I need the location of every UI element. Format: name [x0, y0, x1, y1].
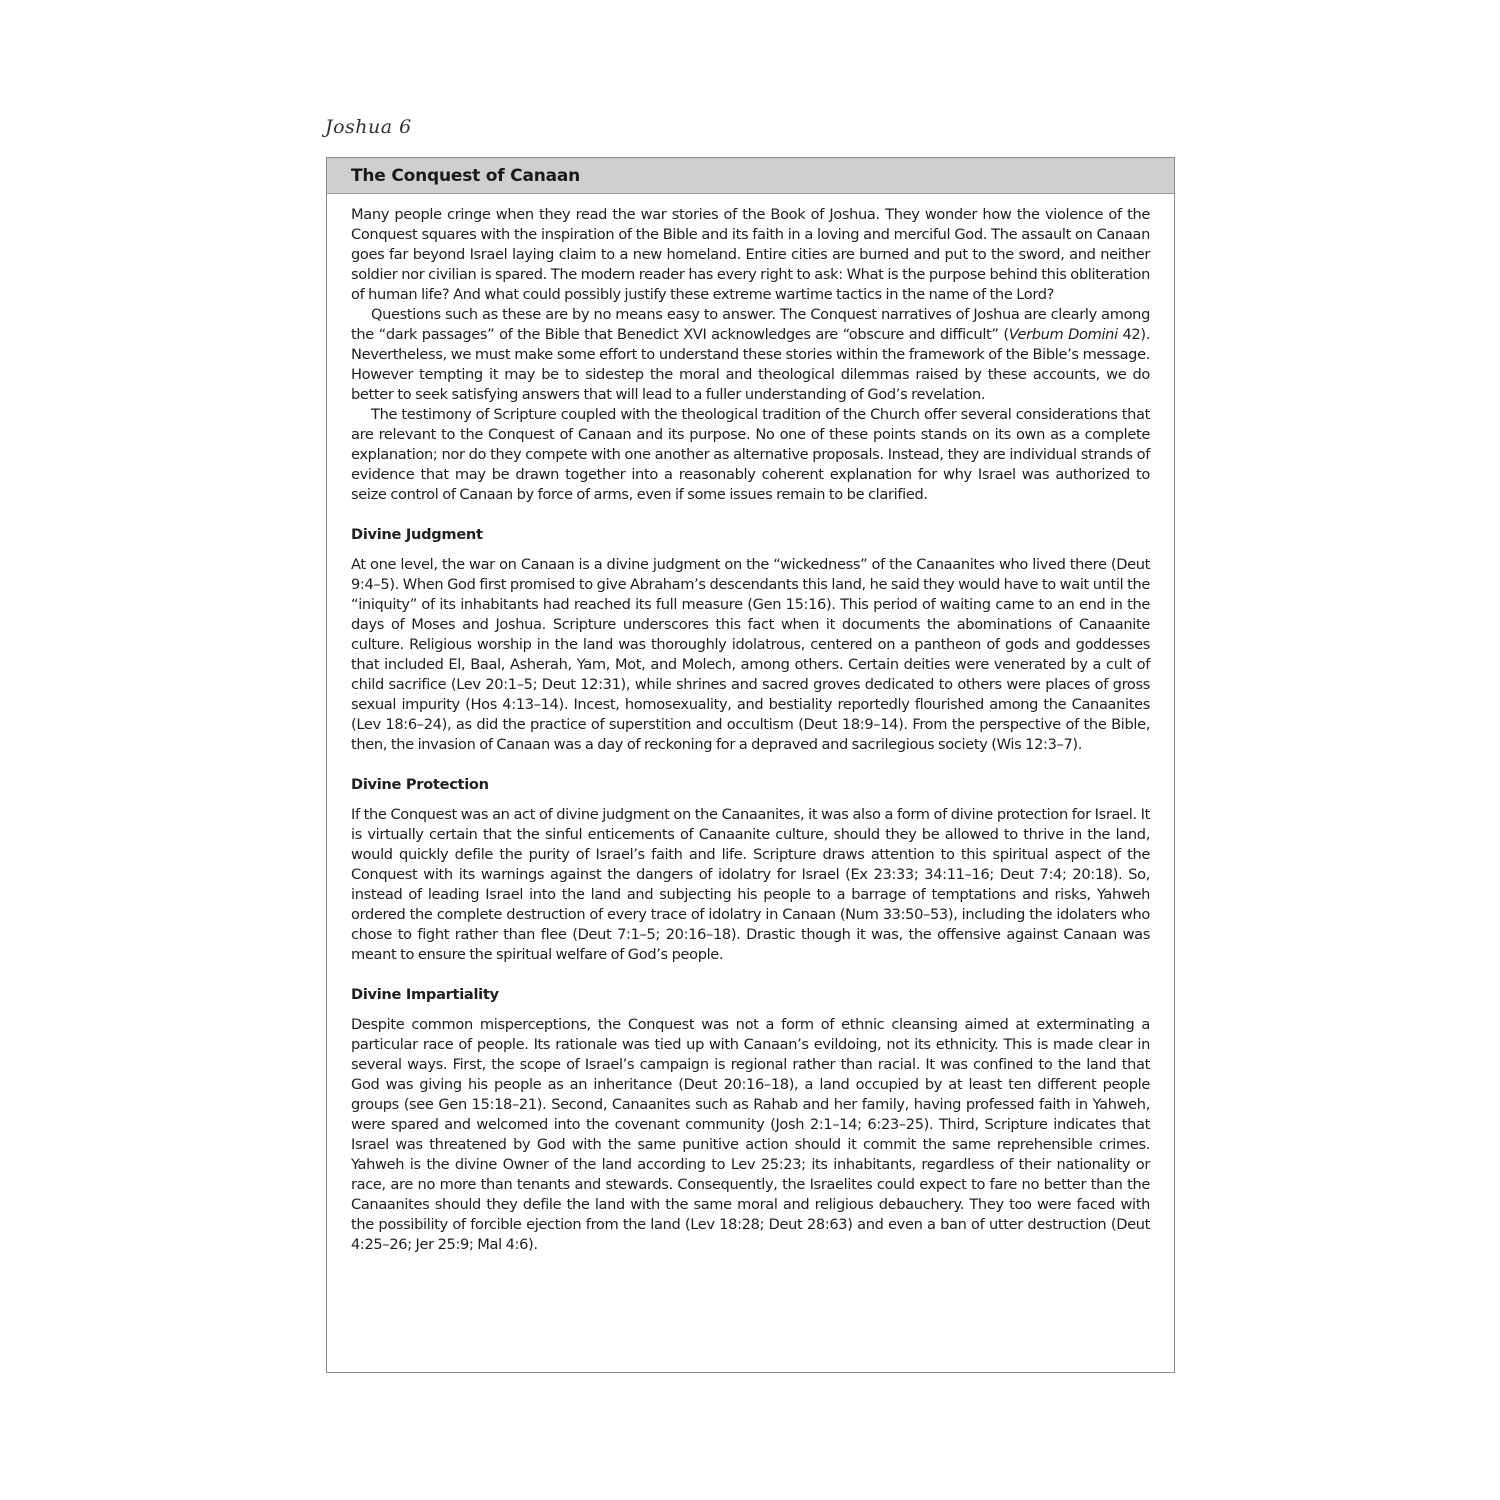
- intro-paragraph-2-text-a: Questions such as these are by no means easy to answer. The Conquest narratives of Joshua are clearly among the “dark passages” of the Bible that Benedict XVI acknowledges are “obscure and difficult” (: [351, 306, 1150, 343]
- sidebar-body: [327, 194, 1174, 1255]
- section-text-divine-protection: If the Conquest was an act of divine judgment on the Canaanites, it was also a form of divine protection for Israel. It is virtually certain that the sinful enticements of Canaanite culture, should they be allowed to thrive in the land, would quickly defile the purity of Israel’s faith and life. Scripture draws attention to this spiritual aspect of the Conquest with its warnings against the dangers of idolatry for Israel (Ex 23:33; 34:11–16; Deut 7:4; 20:18). So, instead of leading Israel into the land and subjecting his people to a barrage of temptations and risks, Yahweh ordered the complete destruction of every trace of idolatry in Canaan (Num 33:50–53), including the idolaters who chose to fight rather than flee (Deut 7:1–5; 20:16–18). Drastic though it was, the offensive against Canaan was meant to ensure the spiritual welfare of God’s people.: [351, 806, 1150, 963]
- section-text-divine-judgment: At one level, the war on Canaan is a divine judgment on the “wickedness” of the Canaanites who lived there (Deut 9:4–5). When God first promised to give Abraham’s descendants this land, he said they would have to wait until the “iniquity” of its inhabitants had reached its full measure (Gen 15:16). This period of waiting came to an end in the days of Moses and Joshua. Scripture underscores this fact when it documents the abominations of Canaanite culture. Religious worship in the land was thoroughly idolatrous, centered on a pantheon of gods and goddesses that included El, Baal, Asherah, Yam, Mot, and Molech, among others. Certain deities were venerated by a cult of child sacrifice (Lev 20:1–5; Deut 12:31), while shrines and sacred groves dedicated to others were places of gross sexual impurity (Hos 4:13–14). Incest, homosexuality, and bestiality reportedly flourished among the Canaanites (Lev 18:6–24), as did the practice of superstition and occultism (Deut 18:9–14). From the perspective of the Bible, then, the invasion of Canaan was a day of reckoning for a depraved and sacrilegious society (Wis 12:3–7).: [351, 556, 1150, 753]
- intro-paragraph-3: The testimony of Scripture coupled with the theological tradition of the Church offer several considerations that are relevant to the Conquest of Canaan and its purpose. No one of these points stands on its own as a complete explanation; nor do they compete with one another as alternative proposals. Instead, they are individual strands of evidence that may be drawn together into a reasonably coherent explanation for why Israel was authorized to seize control of Canaan by force of arms, even if some issues remain to be clarified.: [351, 406, 1150, 503]
- sidebar-title: The Conquest of Canaan: [351, 165, 581, 186]
- section-heading-divine-judgment: Divine Judgment: [351, 526, 483, 543]
- sidebar-header: [327, 158, 1174, 194]
- section-text-divine-impartiality: Despite common misperceptions, the Conquest was not a form of ethnic cleansing aimed at exterminating a particular race of people. Its rationale was tied up with Canaan’s evildoing, not its ethnicity. This is made clear in several ways. First, the scope of Israel’s campaign is regional rather than racial. It was confined to the land that God was giving his people as an inheritance (Deut 20:16–18), a land occupied by at least ten different people groups (see Gen 15:18–21). Second, Canaanites such as Rahab and her family, having professed faith in Yahweh, were spared and welcomed into the covenant community (Josh 2:1–14; 6:23–25). Third, Scripture indicates that Israel was threatened by God with the same punitive action should it commit the same reprehensible crimes. Yahweh is the divine Owner of the land according to Lev 25:23; its inhabitants, regardless of their nationality or race, are no more than tenants and stewards. Consequently, the Israelites could expect to fare no better than the Canaanites should they defile the land with the same moral and religious debauchery. They too were faced with the possibility of forcible ejection from the land (Lev 18:28; Deut 28:63) and even a ban of utter destruction (Deut 4:25–26; Jer 25:9; Mal 4:6).: [351, 1016, 1150, 1253]
- running-head: Joshua 6: [325, 116, 412, 138]
- intro-paragraph-2-text-b: 42). Nevertheless, we must make some effort to understand these stories within the framework of the Bible’s message. However tempting it may be to sidestep the moral and theological dilemmas raised by these accounts, we do better to seek satisfying answers that will lead to a fuller understanding of God’s revelation.: [351, 326, 1150, 403]
- intro-paragraph-1: Many people cringe when they read the war stories of the Book of Joshua. They wonder how the violence of the Conquest squares with the inspiration of the Bible and its faith in a loving and merciful God. The assault on Canaan goes far beyond Israel laying claim to a new homeland. Entire cities are burned and put to the sword, and neither soldier nor civilian is spared. The modern reader has every right to ask: What is the purpose behind this obliteration of human life? And what could possibly justify these extreme wartime tactics in the name of the Lord?: [351, 206, 1150, 303]
- intro-paragraph-2: [351, 305, 1150, 405]
- citation-title: Verbum Domini: [1008, 326, 1118, 343]
- sidebar-box: [326, 157, 1175, 1373]
- section-heading-divine-protection: Divine Protection: [351, 776, 489, 793]
- section-heading-divine-impartiality: Divine Impartiality: [351, 986, 499, 1003]
